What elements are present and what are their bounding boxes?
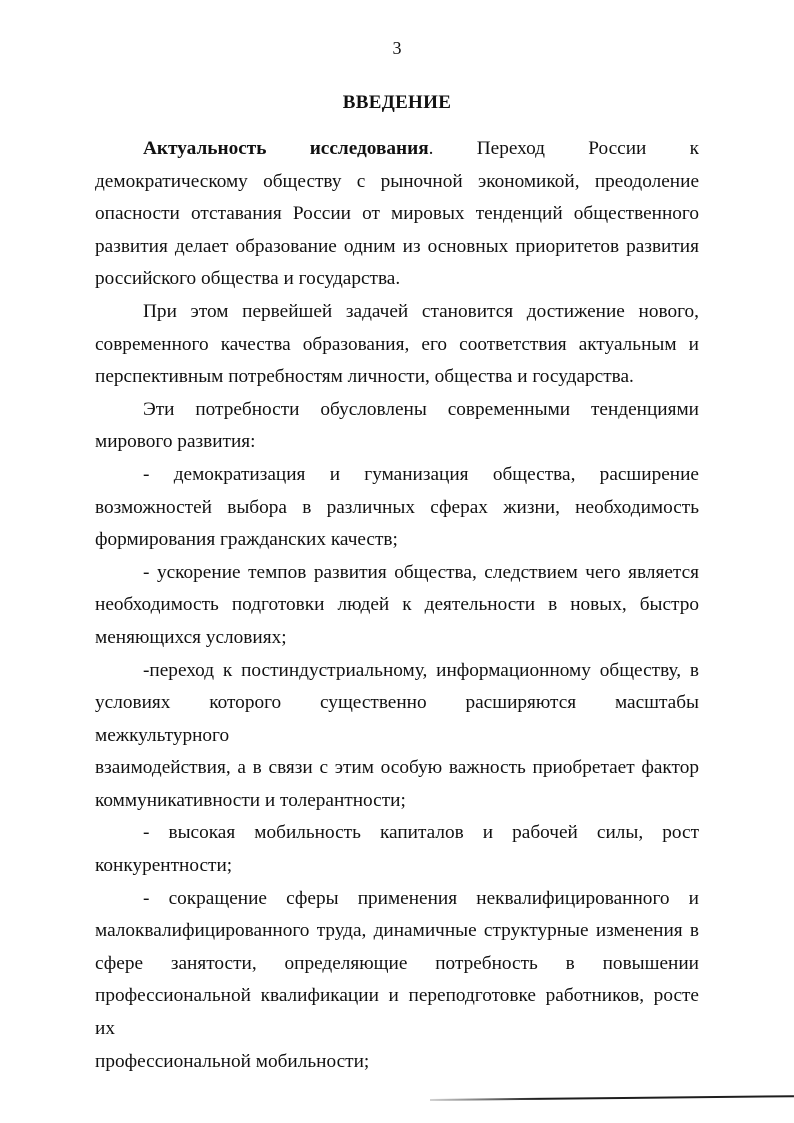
text-line: формирования гражданских качеств; [95,529,398,551]
text-line: опасности отставания России от мировых тенденций общественного [95,203,699,225]
text-fragment: . Переход России к [428,138,699,159]
section-heading: ВВЕДЕНИЕ [342,92,452,113]
list-item [95,817,699,882]
document-body [95,133,699,1078]
text-line [95,133,699,166]
page-number: 3 [392,38,402,58]
text-line: - демократизация и гуманизация общества, расширение [143,463,699,485]
text-line: меняющихся условиях; [95,626,287,648]
text-line: Эти потребности обусловлены современными тенденциями [143,398,699,420]
scan-edge-line [430,1095,794,1101]
text-line: - высокая мобильность капиталов и рабочей силы, рост [143,822,699,844]
list-item [95,883,699,1079]
text-line: малоквалифицированного труда, динамичные структурные изменения в [95,920,699,942]
bold-term: исследования [309,138,429,159]
text-line: возможностей выбора в различных сферах жизни, необходимость [95,496,699,518]
text-line: - ускорение темпов развития общества, следствием чего является [143,561,699,583]
paragraph-needs [95,394,699,459]
text-line: мирового развития: [95,431,256,453]
text-line: коммуникативности и толерантности; [95,789,406,811]
list-item [95,557,699,655]
paragraph-relevance [95,133,699,296]
text-line: взаимодействия, а в связи с этим особую важность приобретает фактор [95,757,699,779]
paragraph-task [95,296,699,394]
text-line: конкурентности; [95,855,233,877]
text-line: перспективным потребностям личности, общества и государства. [95,366,634,388]
text-line: - сокращение сферы применения неквалифицированного и [143,887,699,909]
list-item [95,655,699,818]
text-line: При этом первейшей задачей становится достижение нового, [143,300,699,322]
text-line: развития делает образование одним из основных приоритетов развития [95,235,699,257]
text-line: демократическому обществу с рыночной экономикой, преодоление [95,170,699,192]
text-line: условиях которого существенно расширяются масштабы межкультурного [95,692,699,746]
text-line: современного качества образования, его соответствия актуальным и [95,333,699,355]
text-line: -переход к постиндустриальному, информационному обществу, в [143,659,699,681]
text-line: профессиональной мобильности; [95,1050,370,1072]
text-line: российского общества и государства. [95,268,401,290]
list-item [95,459,699,557]
bold-term: Актуальность [143,138,267,159]
text-line: необходимость подготовки людей к деятельности в новых, быстро [95,594,699,616]
text-line: профессиональной квалификации и переподготовке работников, росте их [95,985,699,1040]
text-line: сфере занятости, определяющие потребность в повышении [95,952,699,974]
